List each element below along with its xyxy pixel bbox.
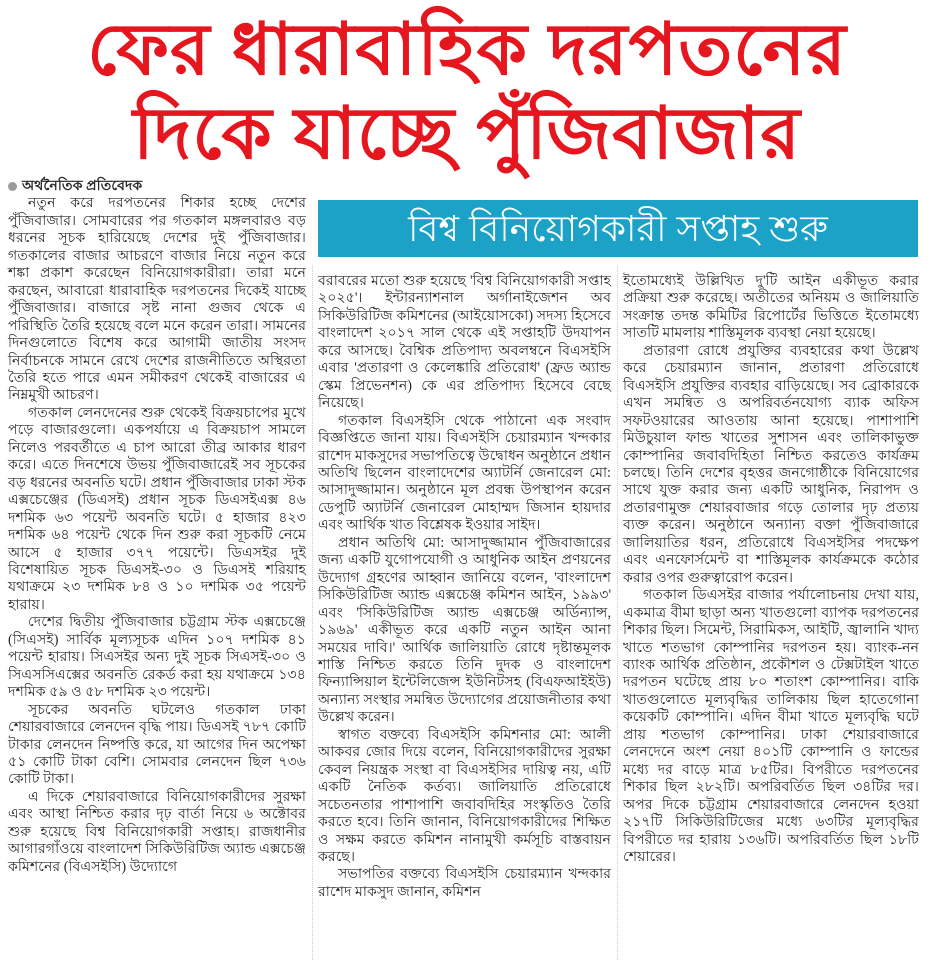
article-column-3 (623, 273, 919, 866)
byline-text: অর্থনৈতিক প্রতিবেদক (22, 178, 143, 194)
article-column-1 (8, 178, 306, 876)
byline (8, 178, 306, 195)
paragraph: স্বাগত বক্তব্যে বিএসইসি কমিশনার মো: আলী আকবর জোর দিয়ে বলেন, বিনিয়োগকারীদের সুরক্ষা কেবল নিয়ন্ত্রক সংস্থা বা বিএসইসির দায়িত্ব নয়, এটি একটি নৈতিক কর্তব্য। জালিয়াতি প্রতিরোধে সচেতনতার পাশাপাশি জবাবদিহির সংস্কৃতিও তৈরি করতে হবে। তিনি জানান, বিনিয়োগকারীদের শিক্ষিত ও সক্ষম করতে কমিশন নানামুখী কর্মসূচি বাস্তবায়ন করছে। (318, 726, 611, 865)
paragraph: সভাপতির বক্তব্যে বিএসইসি চেয়ারম্যান খন্দকার রাশেদ মাকসুদ জানান, কমিশন (318, 866, 611, 900)
column-divider (617, 265, 618, 960)
paragraph: প্রতারণা রোধে প্রযুক্তির ব্যবহারের কথা উল্লেখ করে চেয়ারম্যান জানান, প্রতারণা প্রতিরোধে বিএসইসি প্রযুক্তির ব্যবহার বাড়িয়েছে। সব ব্রোকারকে এখন সমন্বিত ও অপরিবর্তনযোগ্য ব্যাক অফিস সফটওয়ারের আওতায় আনা হয়েছে। পাশাপাশি মিউচুয়াল ফান্ড খাতের সুশাসন এবং তালিকাভুক্ত কোম্পানির জবাবদিহিতা নিশ্চিত করতেও কার্যক্রম চলছে। তিনি দেশের বৃহত্তর জনগোষ্ঠীকে বিনিয়োগের সাথে যুক্ত করার জন্য একটি আধুনিক, নিরাপদ ও প্রতারণামুক্ত শেয়ারবাজার গড়ে তোলার দৃঢ় প্রত্যয় ব্যক্ত করেন। অনুষ্ঠানে অন্যান্য বক্তা পুঁজিবাজারে জালিয়াতির ধরন, প্রতিরোধে বিএসইসির পদক্ষেপ এবং এনফোর্সমেন্ট বা শাস্তিমূলক কার্যক্রমকে কঠোর করার ওপর গুরুত্বারোপ করেন। (623, 342, 919, 586)
paragraph: প্রধান অতিথি মো: আসাদুজ্জামান পুঁজিবাজারের জন্য একটি যুগোপযোগী ও আধুনিক আইন প্রণয়নের উদ্যোগ গ্রহণের আহ্বান জানিয়ে বলেন, 'বাংলাদেশ সিকিউরিটিজ অ্যান্ড এক্সচেঞ্জ কমিশন আইন, ১৯৯৩' এবং 'সিকিউরিটিজ অ্যান্ড এক্সচেঞ্জ অর্ডিন্যান্স, ১৯৬৯' একীভূত করে একটি নতুন আইন আনা সময়ের দাবি।' আর্থিক জালিয়াতি রোধে দৃষ্টান্তমূলক শাস্তি নিশ্চিত করতে তিনি দুদক ও বাংলাদেশ ফিন্যান্সিয়াল ইন্টেলিজেন্স ইউনিটসহ (বিএফআইইউ) অন্যান্য সংস্থার সমন্বিত উদ্যোগের প্রয়োজনীতার কথা উল্লেখ করেন। (318, 534, 611, 726)
paragraph: সূচকের অবনতি ঘটলেও গতকাল ঢাকা শেয়ারবাজারে লেনদেন বৃদ্ধি পায়। ডিএসই ৭৮৭ কোটি টাকার লেনদেন নিষ্পত্তি করে, যা আগের দিন অপেক্ষা ৫১ কোটি টাকা বেশি। সোমবার লেনদেন ছিল ৭৩৬ কোটি টাকা। (8, 701, 306, 788)
paragraph: গতকাল লেনদেনের শুরু থেকেই বিক্রয়চাপের মুখে পড়ে বাজারগুলো। একপর্যায়ে এ বিক্রয়চাপ সামলে নিলেও পরবর্তীতে এ চাপ আরো তীব্র আকার ধারণ করে। এতে দিনশেষে উভয় পুঁজিবাজারেই সব সূচকের বড় ধরনের অবনতি ঘটে। প্রধান পুঁজিবাজার ঢাকা স্টক এক্সচেঞ্জের (ডিএসই) প্রধান সূচক ডিএসইএক্স ৪৬ দশমিক ৬৩ পয়েন্ট অবনতি ঘটে। ৫ হাজার ৪২৩ দশমিক ৬৪ পয়েন্ট থেকে দিন শুরু করা সূচকটি নেমে আসে ৫ হাজার ৩৭৭ পয়েন্টে। ডিএসইর দুই বিশেষায়িত সূচক ডিএসই-৩০ ও ডিএসই শরিয়াহ যথাক্রমে ২৩ দশমিক ৮৪ ও ১০ দশমিক ৩৫ পয়েন্ট হারায়। (8, 404, 306, 613)
column-divider (312, 265, 313, 960)
paragraph: ইতোমধ্যেই উল্লিখিত দু'টি আইন একীভূত করার প্রক্রিয়া শুরু করেছে। অতীতের অনিয়ম ও জালিয়াতি সংক্রান্ত তদন্ত কমিটির রিপোর্টের ভিত্তিতে ইতোমধ্যে সাতটি মামলায় শাস্তিমূলক ব্যবস্থা নেয়া হয়েছে। (623, 273, 919, 342)
headline-line-1: ফের ধারাবাহিক দরপতনের (87, 10, 847, 90)
bullet-icon (8, 182, 17, 191)
paragraph: গতকাল ডিএসইর বাজার পর্যালোচনায় দেখা যায়, একমাত্র বীমা ছাড়া অন্য খাতগুলো ব্যাপক দরপতনের শিকার ছিল। সিমেন্ট, সিরামিকস, আইটি, জ্বালানি খাদ্য খাতে শতভাগ কোম্পানির দরপতন হয়। ব্যাংক-নন ব্যাংক আর্থিক প্রতিষ্ঠান, প্রকৌশল ও টেক্সটাইল খাতে দরপতন ঘটেছে প্রায় ৮০ শতাংশ কোম্পানির। বাকি খাতগুলোতে মূল্যবৃদ্ধির তালিকায় ছিল হাতেগোনা কয়েকটি কোম্পানি। এদিন বীমা খাতে মূল্যবৃদ্ধি ঘটে প্রায় শতভাগ কোম্পানির। ঢাকা শেয়ারবাজারে লেনদেনে অংশ নেয়া ৪০১টি কোম্পানি ও ফান্ডের মধ্যে দর বাড়ে মাত্র ৮৫টির। বিপরীতে দরপতনের শিকার ছিল ২৮২টি। অপরিবর্তিত ছিল ৩৪টির দর। অপর দিকে চট্টগ্রাম শেয়ারবাজারে লেনদেন হওয়া ২১৭টি সিকিউরিটিজের মধ্যে ৬৩টির মূল্যবৃদ্ধির বিপরীতে দর হারায় ১৩৬টি। অপরিবর্তিত ছিল ১৮টি শেয়ারের। (623, 587, 919, 865)
subheadline-banner: বিশ্ব বিনিয়োগকারী সপ্তাহ শুরু (318, 200, 918, 257)
paragraph: বরাবরের মতো শুরু হয়েছে 'বিশ্ব বিনিয়োগকারী সপ্তাহ ২০২৫'। ইন্টারন্যাশনাল অর্গানাইজেশন অব সিকিউরিটিজ কমিশনের (আইয়োসকো) সদস্য হিসেবে বাংলাদেশ ২০১৭ সাল থেকে এই সপ্তাহটি উদযাপন করে আসছে। বৈশ্বিক প্রতিপাদ্য অবলম্বনে বিএসইসি এবার 'প্রতারণা ও কেলেঙ্কারি প্রতিরোধ' (ফ্রড অ্যান্ড স্কেম প্রিভেনশন) কে এর প্রতিপাদ্য হিসেবে বেছে নিয়েছে। (318, 273, 611, 412)
paragraph: গতকাল বিএসইসি থেকে পাঠানো এক সংবাদ বিজ্ঞপ্তিতে জানা যায়। বিএসইসি চেয়ারম্যান খন্দকার রাশেদ মাকসুদের সভাপতিত্বে উদ্বোধন অনুষ্ঠানে প্রধান অতিথি ছিলেন বাংলাদেশের অ্যাটর্নি জেনারেল মো: আসাদুজ্জামান। অনুষ্ঠানে মূল প্রবন্ধ উপস্থাপন করেন ডেপুটি অ্যাটর্নি জেনারেল মোহাম্মদ জিসান হায়দার এবং আর্থিক খাত বিশ্লেষক ইওয়ার সাইদ। (318, 412, 611, 534)
paragraph: এ দিকে শেয়ারবাজারে বিনিয়োগকারীদের সুরক্ষা এবং আস্থা নিশ্চিত করার দৃঢ় বার্তা নিয়ে ৬ অক্টোবর শুরু হয়েছে বিশ্ব বিনিয়োগকারী সপ্তাহ। রাজধানীর আগারগাঁওয়ে বাংলাদেশ সিকিউরিটিজ অ্যান্ড এক্সচেঞ্জ কমিশনের (বিএসইসি) উদ্যোগে (8, 788, 306, 875)
headline-line-2: দিকে যাচ্ছে পুঁজিবাজার (133, 94, 801, 174)
article-column-2 (318, 273, 611, 901)
paragraph: নতুন করে দরপতনের শিকার হচ্ছে দেশের পুঁজিবাজার। সোমবারের পর গতকাল মঙ্গলবারও বড় ধরনের সূচক হারিয়েছে দেশের দুই পুঁজিবাজার। গতকালের বাজার আচরণে বাজার নিয়ে নতুন করে শঙ্কা প্রকাশ করেছেন বিনিয়োগকারীরা। তারা মনে করছেন, আবারো ধারাবাহিক দরপতনের দিকেই যাচ্ছে পুঁজিবাজার। বাজারে সৃষ্ট নানা গুজব থেকে এ পরিস্থিতি তৈরি হয়েছে বলে মনে করেন তারা। সামনের দিনগুলোতে বিশেষ করে আগামী জাতীয় সংসদ নির্বাচনকে সামনে রেখে দেশের রাজনীতিতে অস্থিরতা তৈরি হতে পারে এমন সমীকরণ থেকেই বাজারের এ নিম্নমুখী আচরণ। (8, 195, 306, 404)
paragraph: দেশের দ্বিতীয় পুঁজিবাজার চট্টগ্রাম স্টক এক্সচেঞ্জে (সিএসই) সার্বিক মূল্যসূচক এদিন ১০৭ দশমিক ৪১ পয়েন্ট হারায়। সিএসইর অন্য দুই সূচক সিএসই-৩০ ও সিএসসিএক্সের অবনতি রেকর্ড করা হয় যথাক্রমে ১৩৪ দশমিক ৫৯ ও ৫৮ দশমিক ২৩ পয়েন্ট। (8, 614, 306, 701)
